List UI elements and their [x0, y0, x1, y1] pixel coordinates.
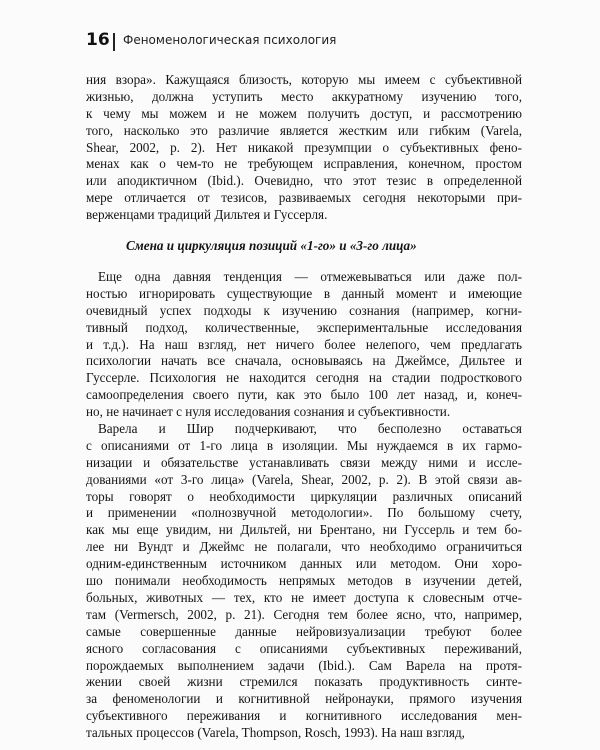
text-line: торы говорят о необходимости циркуляции различных описаний — [86, 488, 522, 504]
text-line: лее ни Вундт и Джеймс не полагали, что необходимо ограничиться — [86, 539, 522, 555]
header-divider — [113, 33, 115, 51]
text-line: с описаниями от 1-го лица в изоляции. Мы нуждаемся в их гармо- — [86, 437, 522, 453]
text-line: самые совершенные данные нейровизуализации требуют более — [86, 623, 522, 639]
text-line: ясного согласования с описаниями субъективных переживаний, — [86, 640, 522, 656]
text-line: низации и обязательстве устанавливать связи между ними и иссле- — [86, 454, 522, 470]
text-line: ностью игнорировать существующие в данный момент и имеющие — [86, 285, 522, 301]
text-line: психологии начать все сначала, основываясь на Джеймсе, Дильтее и — [86, 353, 522, 369]
text-line: ния взора». Кажущаяся близость, которую мы имеем с субъективной — [86, 72, 522, 87]
text-line: но, не начинает с нуля исследования сознания и субъективности. — [86, 404, 451, 420]
text-line: за феноменологии и когнитивной нейронауки, прямого изучения — [86, 691, 522, 707]
text-line: мере отличается от тезисов, развиваемых сегодня некоторыми при- — [86, 190, 522, 206]
text-line: верженцами традиций Дильтея и Гуссерля. — [86, 207, 328, 223]
page-header — [86, 30, 536, 56]
text-line: жении своей жизни стремился показать продуктивность синте- — [86, 674, 522, 690]
text-line: порождаемых выполнением задачи (Ibid.). Сам Варела на протя- — [86, 657, 522, 673]
text-line: Shear, 2002, p. 2). Нет никакой презумпции о субъективных фено- — [86, 139, 522, 155]
text-line: тивный подход, количественные, экспериментальные исследования — [86, 319, 522, 335]
text-line: того, насколько это различие является жестким или гибким (Varela, — [86, 122, 522, 138]
text-line: или аподиктичном (Ibid.). Очевидно, что этот тезис в определенной — [86, 173, 522, 189]
running-title: Феноменологическая психология — [123, 33, 337, 47]
text-line: тальных процессов (Varela, Thompson, Rosch, 1993). На наш взгляд, — [86, 725, 465, 741]
text-line: субъективного переживания и когнитивного исследования мен- — [86, 708, 522, 724]
text-line: жизнью, должна уступить место аккуратному изучению того, — [86, 88, 522, 104]
text-line: одним-единственным источником данных или методом. Они хоро- — [86, 556, 522, 572]
text-line: дованиями «от 3-го лица» (Varela, Shear, 2002, p. 2). В этой связи ав- — [86, 471, 522, 487]
text-line: там (Vermersch, 2002, p. 21). Сегодня тем более ясно, что, например, — [86, 606, 522, 622]
text-line: менах как о чем-то не требующем исправления, конечном, простом — [86, 156, 522, 172]
text-line: очевидный успех подходы к изучению сознания (например, когни- — [86, 302, 522, 318]
section-heading: Смена и циркуляция позиций «1-го» и «3-го лица» — [126, 238, 417, 254]
text-line: и применении «полнозвучной методологии». По большому счету, — [86, 505, 522, 521]
text-line: и т.д.). На наш взгляд, нет ничего более нелепого, чем предлагать — [86, 336, 522, 352]
text-line: Еще одна давняя тенденция — отмежевываться или даже пол- — [98, 268, 522, 284]
text-line: Варела и Шир подчеркивают, что бесполезно оставаться — [98, 421, 522, 436]
text-line: как мы еще увидим, ни Дильтей, ни Брентано, ни Гуссерль и тем бо- — [86, 522, 522, 538]
text-line: к чему мы можем и не можем получить доступ, и рассмотрению — [86, 105, 522, 121]
page-number: 16 — [86, 30, 110, 50]
text-line: шо понимали необходимость непрямых методов в изучении детей, — [86, 573, 522, 589]
text-line: больных, животных — тех, кто не имеет доступа к словесным отче- — [86, 589, 522, 605]
text-line: самоопределения своего пути, как это было 100 лет назад, и, конеч- — [86, 387, 522, 403]
text-line: Гуссерле. Психология не находится сегодня на стадии подросткового — [86, 370, 522, 386]
